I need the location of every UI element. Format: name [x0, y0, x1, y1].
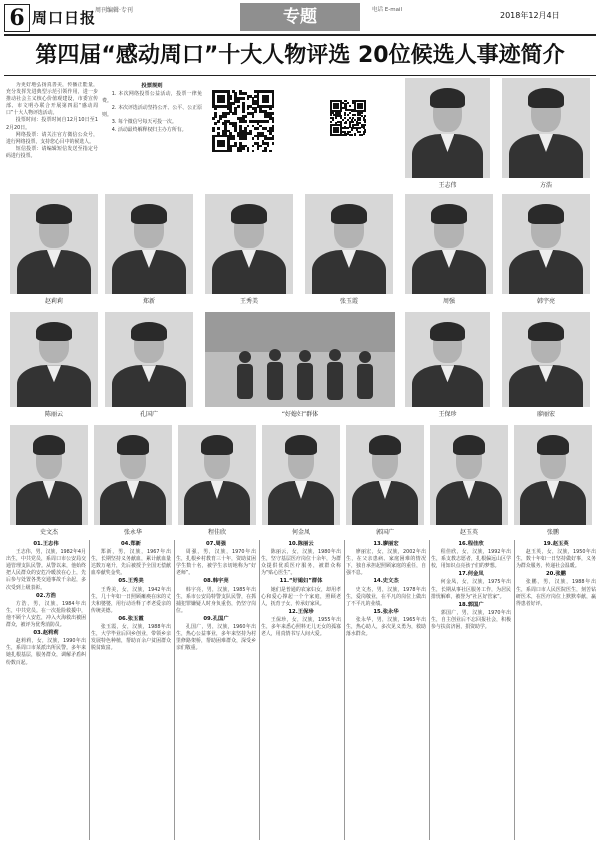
- headline-rule: [4, 75, 596, 76]
- portrait-photo: [405, 312, 490, 407]
- article-title: 18.郭国广: [458, 601, 484, 608]
- article-title: 11.“好媳妇”群体: [279, 578, 323, 585]
- header-rule: [4, 34, 596, 36]
- article-title: 13.廖丽宏: [373, 541, 399, 547]
- portrait-caption: 张永华: [123, 529, 142, 536]
- article-body: 韩宇亮，男，汉族，1985年出生，系市公安局特警支队民警，在抓捕犯罪嫌疑人时身负重伤，仍坚守岗位。: [176, 586, 256, 614]
- portrait-photo: [514, 425, 592, 525]
- article-title: 10.陈丽云: [288, 541, 314, 547]
- portrait-photo: [502, 312, 590, 407]
- column-divider: [514, 540, 515, 840]
- article-body: 程佳欣，女，汉族，1992年出生，系支教志愿者，扎根偏远山区学校，用知识点亮孩子们的梦想。: [431, 549, 511, 570]
- article-body: 王志伟，男，汉族，1982年4月出生，中共党员，系周口市公安局交通管理支队民警。从警以来，他始终把人民群众的安危冷暖放在心上，先后参与处置各类交通事故千余起，多次受到上级表彰。: [6, 549, 86, 591]
- portrait-caption: 方浩: [539, 182, 552, 189]
- article-title: 14.史文杰: [373, 578, 399, 585]
- article-body: 王保珍，女，汉族，1955年出生，多年来悉心照料无儿无女的孤寡老人，用真情书写人间大爱。: [261, 616, 341, 638]
- intro-text: 为更好地弘扬真善美，传播正能量，充分发挥先进典型示范引领作用，进一步推动社会主义核心价值观建设，市委宣传部、市文明办联合开展第四届“感动周口”十大人物评选活动。 投票时间：投票时间自12月10日至12月20日。 网络投票：请关注官方微信公众号，进行网络投票，支持您心目中的候选人。 短信投票：请编辑短信发送至指定号码进行投票。: [6, 82, 98, 159]
- article-body: 张玉霞，女，汉族，1988年出生，大学毕业后回乡创业，带领乡亲发展特色种植，帮助百余户贫困群众脱贫致富。: [91, 624, 171, 652]
- article-body: 陈丽云，女，汉族，1980年出生，坚守基层医疗岗位十余年，为群众提供优质医疗服务，被群众称为“贴心医生”。: [261, 549, 341, 577]
- contact-info: 电话 E-mail: [372, 7, 402, 13]
- article-title: 12.王保珍: [288, 608, 314, 615]
- portrait-photo: [502, 78, 590, 178]
- column-divider: [89, 540, 90, 840]
- article-title: 03.赵莉莉: [33, 630, 59, 637]
- article-column: [261, 540, 341, 842]
- article-title: 16.程佳欣: [458, 541, 484, 547]
- article-column: [516, 540, 596, 842]
- article-title: 08.韩宇亮: [203, 578, 229, 585]
- edition-info: 周刊编辑·专刊: [95, 7, 133, 14]
- portrait-caption: 韩宇亮: [536, 298, 555, 305]
- article-title: 05.王秀美: [118, 578, 144, 585]
- portrait-photo: [178, 425, 256, 525]
- portrait-caption: 郑新: [142, 298, 155, 305]
- article-title: 02.方浩: [36, 592, 56, 599]
- article-body: 郑新，男，汉族，1967年出生，长期坚持义务献血，累计献血量达数万毫升，先后被授予全国无偿献血奉献奖金奖。: [91, 549, 171, 577]
- vote-rules: 投票规则 1. 本次网络投票公益活动，投票一律免费。 2. 本次评选活动坚持公开、公平、公正原则。 3. 每个微信号每天可投一次。 4. 活动最终解释权归主办方所有。: [102, 83, 202, 133]
- portrait-caption: 王保珍: [438, 411, 457, 418]
- portrait-photo: [10, 425, 88, 525]
- article-body: 周强，男，汉族，1970年出生，扎根乡村教育三十年，资助贫困学生数十名，被学生亲切地称为“好老师”。: [176, 549, 256, 577]
- portrait-photo: [105, 312, 193, 407]
- portrait-photo: [305, 194, 393, 294]
- portrait-caption: 郭国广: [375, 529, 394, 536]
- portrait-photo: [405, 194, 493, 294]
- portrait-photo: [94, 425, 172, 525]
- article-body: 何金凤，女，汉族，1975年出生，长期从事社区服务工作，为居民排忧解难，被誉为“社区好管家”。: [431, 579, 511, 600]
- group-photo-illustration: [205, 312, 395, 407]
- portrait-photo: [10, 194, 98, 294]
- portrait-caption: 张玉霞: [339, 298, 358, 305]
- page-number: 6: [4, 4, 30, 32]
- article-body: 方浩，男，汉族，1984年出生，中共党员。在一次抢险救援中，他不顾个人安危，冲入火海救出被困群众，被评为优秀消防员。: [6, 600, 86, 629]
- article-column: [176, 540, 256, 842]
- group-photo-caption: “好媳妇”群体: [281, 411, 319, 418]
- portrait-photo: [502, 194, 590, 294]
- portrait-caption: 孔国广: [139, 411, 158, 418]
- portrait-caption: 周强: [442, 298, 455, 305]
- article-title: 17.何金凤: [458, 571, 484, 578]
- portrait-caption: 陈丽云: [44, 411, 63, 418]
- article-body: 廖丽宏，女，汉族，2002年出生，在父亲患病、家庭困难的情况下，独自承担起照顾家庭的重任，自强不息。: [346, 549, 426, 577]
- qr-code-small[interactable]: [330, 100, 366, 136]
- article-body: 王秀美，女，汉族，1942年出生，几十年如一日照顾瘫痪在床的丈夫和婆婆，用行动诠释了孝老爱亲的传统美德。: [91, 586, 171, 614]
- portrait-caption: 赵莉莉: [44, 298, 63, 305]
- article-title: 01.王志伟: [33, 541, 59, 547]
- portrait-caption: 王秀美: [239, 298, 258, 305]
- page-header: [0, 0, 600, 34]
- article-title: 20.张鹏: [546, 571, 566, 578]
- article-body: 赵莉莉，女，汉族，1990年出生，系周口市某派出所民警。多年来她扎根基层，服务群众，调解矛盾纠纷数百起。: [6, 638, 86, 666]
- article-body: 赵玉英，女，汉族，1950年出生，数十年如一日坚持做好事，义务为群众服务，传递社会温暖。: [516, 549, 596, 570]
- article-column: [6, 540, 86, 842]
- portrait-photo: [405, 78, 490, 178]
- column-divider: [174, 540, 175, 840]
- article-title: 15.张永华: [373, 608, 399, 615]
- group-photo: [205, 312, 395, 407]
- article-body: 史文杰，男，汉族，1978年出生，爱岗敬业，在平凡的岗位上做出了不平凡的业绩。: [346, 586, 426, 607]
- article-body: 张鹏，男，汉族，1988年出生，系周口市人民医院医生，刻苦钻研医术，在医疗岗位上默默奉献，赢得患者好评。: [516, 579, 596, 607]
- portrait-caption: 程佳欣: [207, 529, 226, 536]
- article-column: [346, 540, 426, 842]
- portrait-photo: [430, 425, 508, 525]
- headline: 第四届“感动周口”十大人物评选 20位候选人事迹简介: [35, 43, 565, 68]
- article-title: 07.周强: [206, 541, 226, 547]
- portrait-photo: [105, 194, 193, 294]
- portrait-caption: 史文杰: [39, 529, 58, 536]
- portrait-photo: [205, 194, 293, 294]
- portrait-caption: 廖丽宏: [536, 411, 555, 418]
- article-body: 张永华，男，汉族，1965年出生，热心助人，多次见义勇为，救助落水群众。: [346, 616, 426, 638]
- qr-code[interactable]: [212, 90, 274, 152]
- article-title: 09.孔国广: [203, 615, 229, 622]
- article-title: 04.郑新: [121, 541, 141, 547]
- article-title: 19.赵玉英: [543, 541, 569, 547]
- article-title: 06.张玉霞: [118, 615, 144, 622]
- portrait-photo: [262, 425, 340, 525]
- portrait-caption: 赵玉英: [459, 529, 478, 536]
- article-column: [431, 540, 511, 842]
- section-title: 专题: [240, 3, 360, 31]
- article-body: 郭国广，男，汉族，1970年出生，自主创业后不忘回报社会，积极参与扶贫济困，捐资助学。: [431, 609, 511, 631]
- article-column: [91, 540, 171, 842]
- issue-date: 2018年12月4日: [500, 11, 560, 20]
- portrait-photo: [346, 425, 424, 525]
- column-divider: [429, 540, 430, 840]
- article-body: 孔国广，男，汉族，1960年出生，热心公益事业，多年来坚持为村里修路架桥，帮助困难群众，深受乡亲们敬重。: [176, 624, 256, 652]
- portrait-caption: 王志伟: [438, 182, 457, 189]
- portrait-caption: 何金凤: [291, 529, 310, 536]
- article-body: 她们是普通的农家妇女，却用孝心和爱心撑起一个个家庭，照顾老人，抚育子女，传承好家风。: [261, 586, 341, 607]
- portrait-photo: [10, 312, 98, 407]
- column-divider: [259, 540, 260, 840]
- newspaper-logo: 周口日报: [32, 9, 97, 27]
- column-divider: [344, 540, 345, 840]
- portrait-caption: 张鹏: [546, 529, 559, 536]
